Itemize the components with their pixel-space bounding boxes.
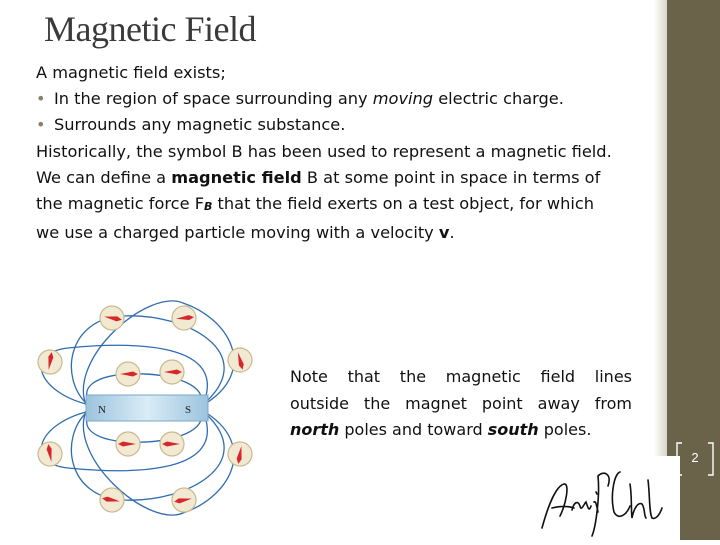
south-pole-label: S: [185, 404, 192, 416]
compass-icon: [160, 432, 184, 456]
definition-line-1: We can define a magnetic field B at some point in space in terms of: [36, 167, 601, 187]
compass-icon: [36, 440, 64, 468]
definition-line-3: we use a charged particle moving with a velocity v.: [36, 223, 455, 243]
note-text: [290, 364, 632, 444]
page-number: 2: [674, 441, 716, 477]
body-text: [36, 60, 676, 246]
note-line-3: north poles and toward south poles.: [290, 420, 592, 439]
compass-icon: [36, 348, 64, 376]
handwritten-signature: [534, 456, 680, 540]
compass-icon: [170, 486, 198, 514]
history-line: Historically, the symbol B has been used to represent a magnetic field.: [36, 141, 612, 161]
slide-title: Magnetic Field: [44, 9, 256, 49]
north-pole-label: N: [98, 404, 106, 416]
bullet-item-1: • In the region of space surrounding any moving electric charge.: [36, 86, 676, 112]
definition-line-2: the magnetic force $F_B$ that the field exerts on a test object, for which: [36, 194, 594, 214]
bullet-item-2: • Surrounds any magnetic substance.: [36, 112, 676, 138]
compass-icon: [225, 345, 254, 374]
compass-icon: [98, 304, 126, 332]
compass-icon: [171, 305, 197, 331]
compass-icon: [116, 432, 140, 456]
bullet-dot: •: [36, 115, 46, 135]
compass-icon: [160, 360, 184, 384]
compass-icon: [98, 486, 126, 514]
compass-icon: [226, 440, 254, 468]
intro-line: A magnetic field exists;: [36, 63, 226, 82]
compass-icon: [116, 362, 140, 386]
note-line-2: outside the magnet point away from: [290, 393, 632, 413]
signature: [534, 456, 680, 540]
bullet-dot: •: [36, 89, 46, 109]
magnetic-field-diagram: [28, 298, 273, 518]
note-line-1: Note that the magnetic field lines: [290, 367, 632, 386]
